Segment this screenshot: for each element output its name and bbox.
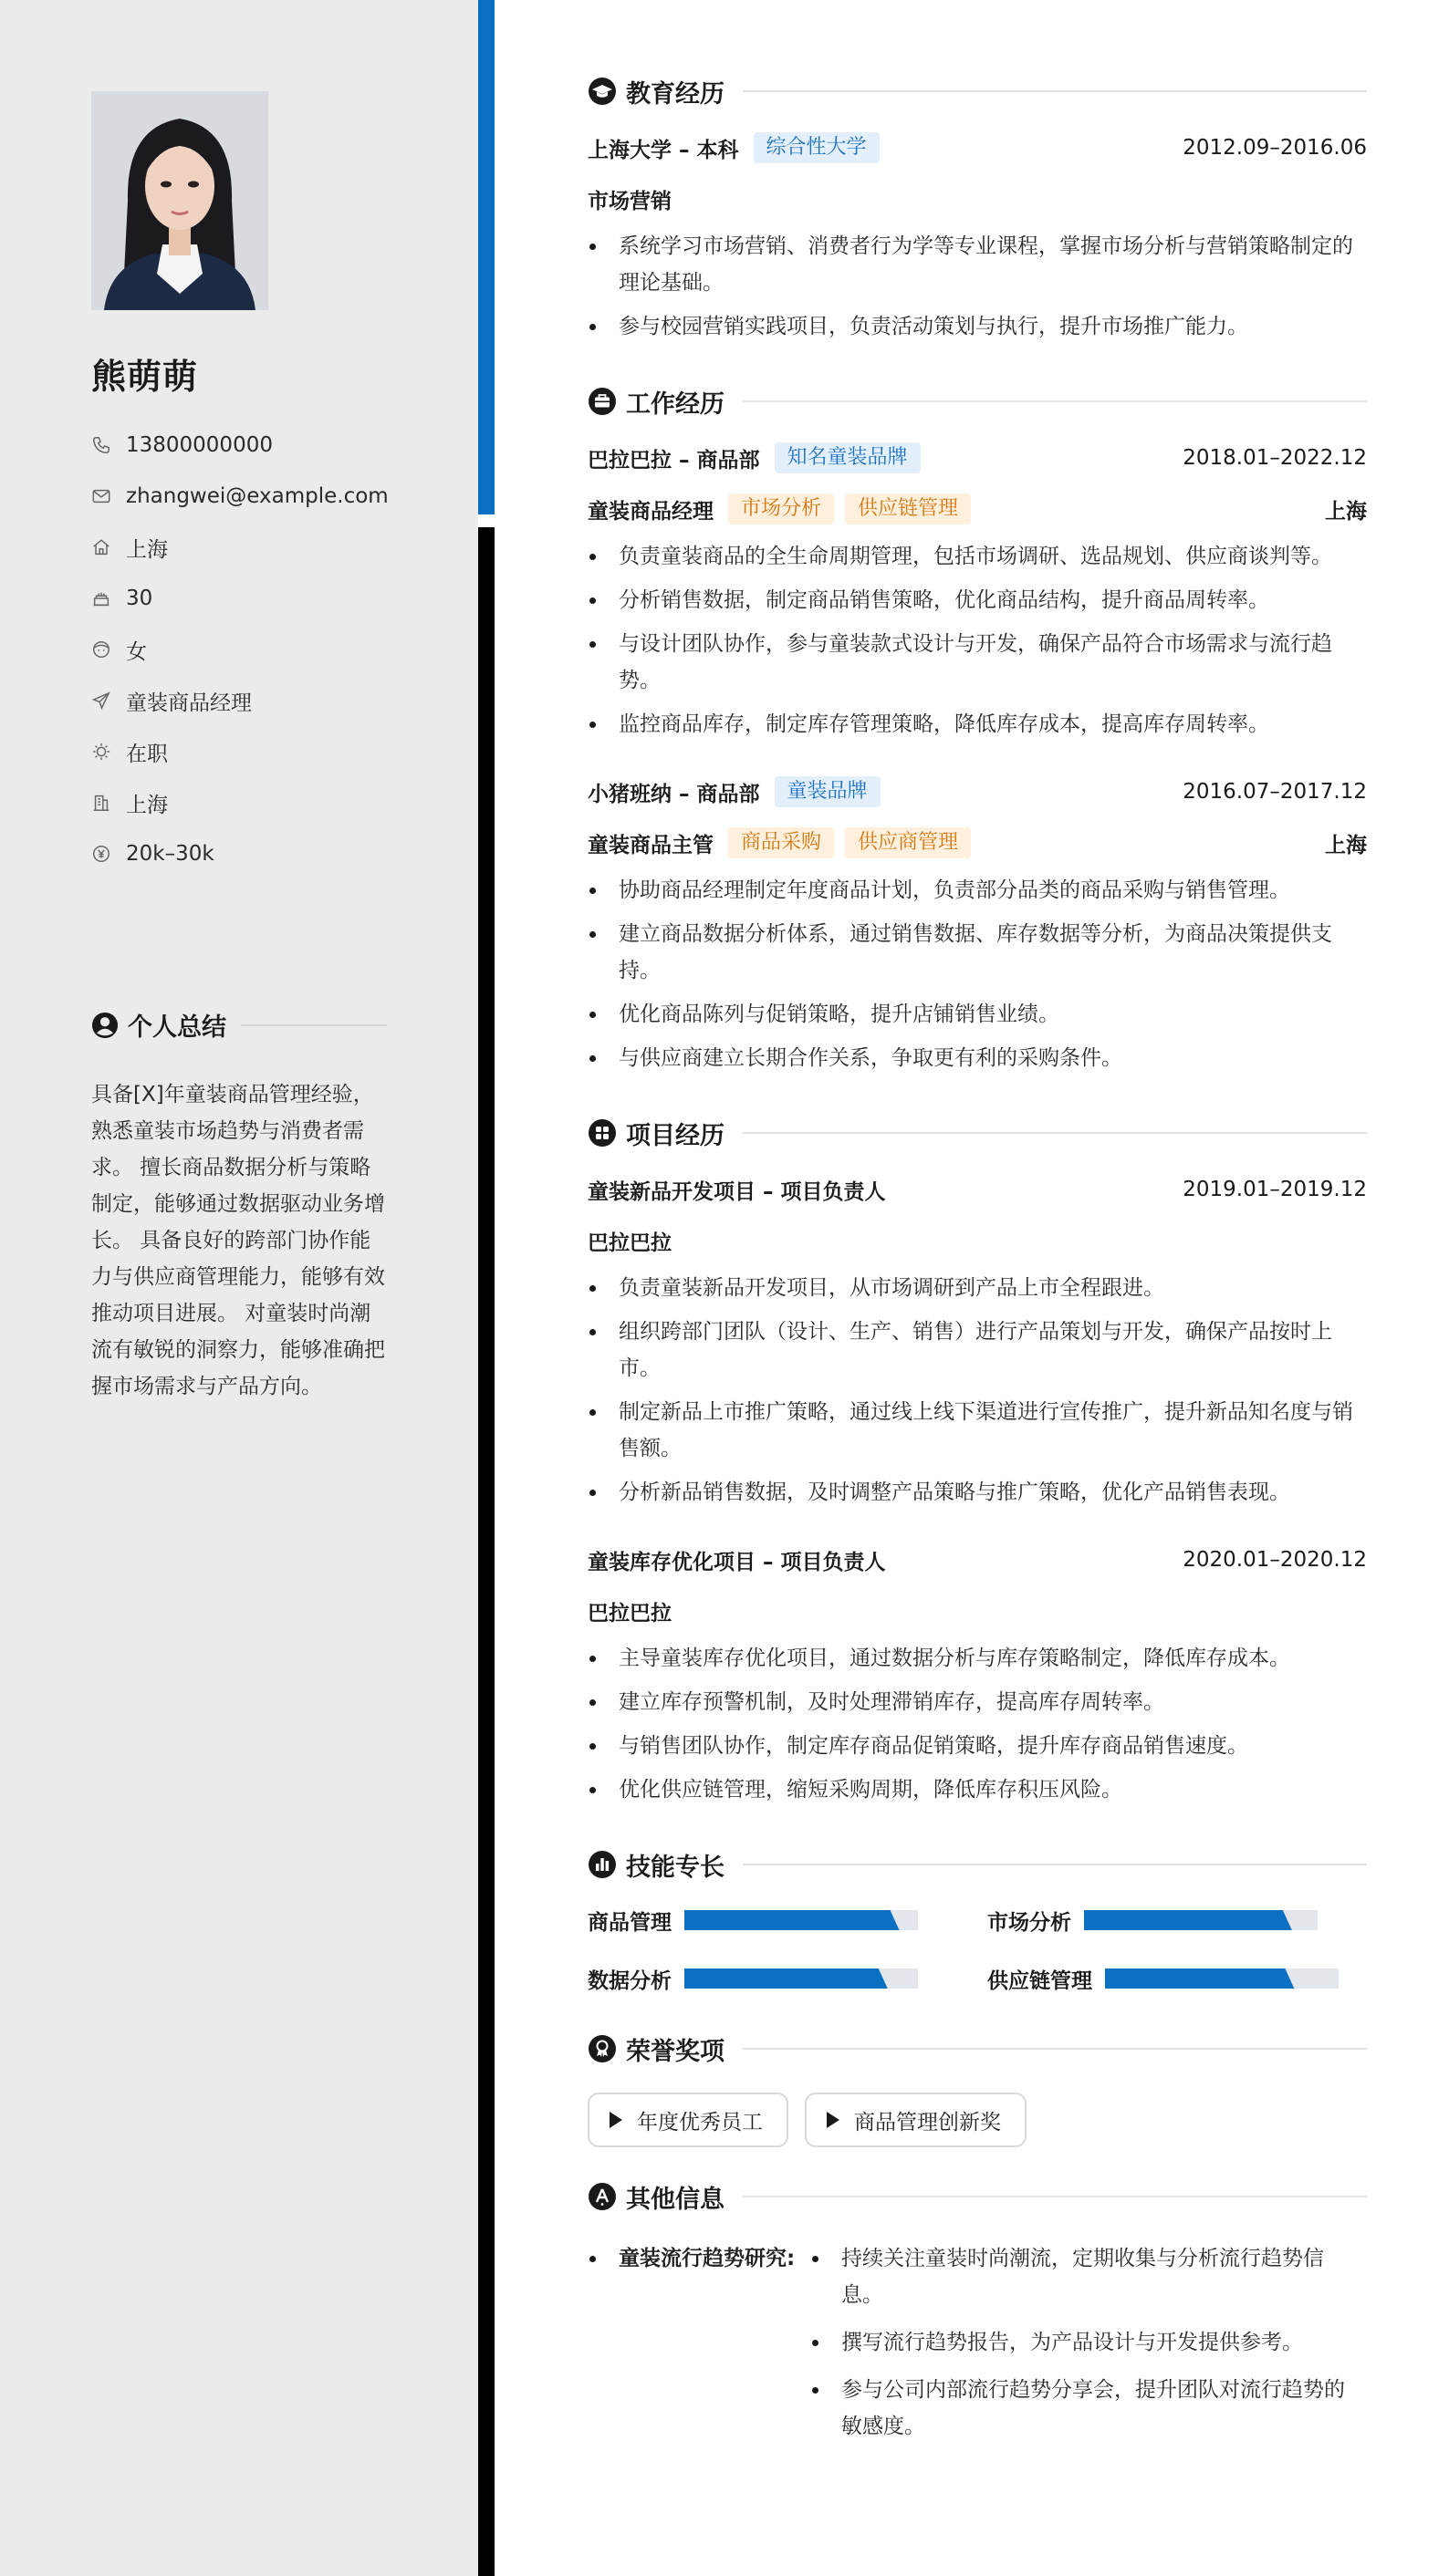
candidate-name: 熊萌萌 [91,357,199,397]
job-date: 2016.07–2017.12 [1183,780,1367,804]
job-entry [588,432,1367,743]
contact-salary: 20k–30k [91,828,389,879]
job-role: 童装商品经理 [588,499,714,524]
education-heading: 教育经历 [588,71,1367,111]
summary-heading: 个人总结 [91,1007,387,1043]
skill-item: 数据分析 [588,1958,987,2000]
accent-bar-black [478,527,495,2576]
education-row [588,122,1367,173]
list-item: 优化供应链管理，缩短采购周期，降低库存积压风险。 [588,1771,1367,1808]
job-bullets [588,538,1367,743]
skill-bar [684,1910,918,1930]
play-icon [827,2112,839,2128]
accent-bar-blue [478,0,495,514]
school-tag: 综合性大学 [754,132,880,163]
list-item: 撰写流行趋势报告，为产品设计与开发提供参考。 [810,2324,1361,2361]
other-bullets [810,2240,1361,2456]
list-item: 与设计团队协作，参与童装款式设计与开发，确保产品符合市场需求与流行趋势。 [588,626,1367,699]
heading-divider [743,2048,1367,2050]
awards-list [588,2093,1367,2147]
heading-divider [743,90,1367,92]
play-icon [610,2112,622,2128]
skill-tag: 商品采购 [728,827,834,858]
skill-bar-fill [1105,1968,1294,1989]
project-org: 巴拉巴拉 [588,1601,672,1626]
phone-icon [91,435,111,455]
skill-bar [684,1968,918,1989]
job-city: 上海 [1325,499,1367,524]
list-item: 负责童装新品开发项目，从市场调研到产品上市全程跟进。 [588,1270,1367,1306]
contact-city: 上海 [91,777,389,828]
skill-bar-fill [684,1968,888,1989]
heading-divider [241,1024,387,1026]
list-item: 协助商品经理制定年度商品计划，负责部分品类的商品采购与销售管理。 [588,872,1367,909]
project-bullets [588,1640,1367,1808]
info-icon [588,2182,617,2211]
company-tag: 知名童装品牌 [775,442,921,473]
other-info [588,2240,1367,2456]
skill-bar-fill [684,1910,900,1930]
heading-divider [743,1864,1367,1865]
list-item: 负责童装商品的全生命周期管理，包括市场调研、选品规划、供应商谈判等。 [588,538,1367,575]
cake-icon [91,588,111,608]
company-name: 巴拉巴拉 – 商品部 [588,448,760,473]
other-heading: 其他信息 [588,2176,1367,2217]
skill-tag: 市场分析 [728,493,834,525]
job-bullets [588,872,1367,1076]
contact-gender: 女 [91,624,389,675]
home-icon [91,537,111,557]
grid-icon [588,1118,617,1148]
mail-icon [91,486,111,506]
job-entry [588,766,1367,1076]
project-entry [588,1534,1367,1808]
skill-item: 商品管理 [588,1899,987,1941]
building-icon [91,793,111,813]
skill-item: 市场分析 [987,1899,1367,1941]
list-item: 持续关注童装时尚潮流，定期收集与分析流行趋势信息。 [810,2240,1361,2313]
list-item: 监控商品库存，制定库存管理策略，降低库存成本，提高库存周转率。 [588,706,1367,743]
list-item: 优化商品陈列与促销策略，提升店铺销售业绩。 [588,996,1367,1033]
company-name: 小猪班纳 – 商品部 [588,782,760,806]
skill-tag: 供应商管理 [845,827,971,858]
bar-chart-icon [588,1850,617,1879]
projects-heading: 项目经历 [588,1113,1367,1153]
heading-divider [743,400,1367,402]
list-item: 与供应商建立长期合作关系，争取更有利的采购条件。 [588,1040,1367,1076]
list-item: 建立库存预警机制，及时处理滞销库存，提高库存周转率。 [588,1684,1367,1720]
status-icon [91,742,111,762]
school-name: 上海大学 – 本科 [588,138,739,162]
list-item: 参与公司内部流行趋势分享会，提升团队对流行趋势的敏感度。 [810,2372,1361,2445]
award-item: 商品管理创新奖 [805,2093,1027,2147]
contact-position: 童装商品经理 [91,675,389,726]
company-tag: 童装品牌 [775,776,881,807]
accent-gap [478,514,495,527]
graduation-cap-icon [588,77,617,106]
honors-heading: 荣誉奖项 [588,2029,1367,2069]
contact-location: 上海 [91,522,389,573]
project-entry [588,1164,1367,1511]
project-name: 童装新品开发项目 – 项目负责人 [588,1179,886,1204]
list-item: 建立商品数据分析体系，通过销售数据、库存数据等分析，为商品决策提供支持。 [588,916,1367,989]
skill-item: 供应链管理 [987,1958,1367,2000]
contact-phone: 13800000000 [91,420,389,471]
award-item: 年度优秀员工 [588,2093,788,2147]
send-icon [91,691,111,711]
list-item: 制定新品上市推广策略，通过线上线下渠道进行宣传推广，提升新品知名度与销售额。 [588,1394,1367,1467]
heading-divider [743,2196,1367,2197]
list-item: 与销售团队协作，制定库存商品促销策略，提升库存商品销售速度。 [588,1728,1367,1764]
avatar [91,91,268,310]
project-date: 2019.01–2019.12 [1183,1178,1367,1201]
face-icon [91,639,111,660]
list-item: 分析销售数据，制定商品销售策略，优化商品结构，提升商品周转率。 [588,582,1367,618]
major-name: 市场营销 [588,189,672,213]
list-item: 主导童装库存优化项目，通过数据分析与库存策略制定，降低库存成本。 [588,1640,1367,1677]
job-role: 童装商品主管 [588,833,714,857]
skill-bar [1084,1910,1318,1930]
skills-grid [588,1899,1367,2000]
job-date: 2018.01–2022.12 [1183,446,1367,470]
education-date: 2012.09–2016.06 [1183,136,1367,160]
project-date: 2020.01–2020.12 [1183,1548,1367,1572]
list-item: 分析新品销售数据，及时调整产品策略与推广策略，优化产品销售表现。 [588,1474,1367,1511]
contact-list [91,420,389,879]
contact-email: zhangwei@example.com [91,471,389,522]
major-row [588,173,1367,224]
list-item: 组织跨部门团队（设计、生产、销售）进行产品策划与开发，确保产品按时上市。 [588,1314,1367,1387]
contact-age: 30 [91,573,389,624]
skill-bar-fill [1084,1910,1292,1930]
skills-heading: 技能专长 [588,1844,1367,1885]
project-name: 童装库存优化项目 – 项目负责人 [588,1550,886,1574]
list-item: 参与校园营销实践项目，负责活动策划与执行，提升市场推广能力。 [588,308,1367,345]
summary-text: 具备[X]年童装商品管理经验，熟悉童装市场趋势与消费者需求。 擅长商品数据分析与策略制定，能够通过数据驱动业务增长。 具备良好的跨部门协作能力与供应商管理能力，能够有效推动项目进展。 对童装时尚潮流有敏锐的洞察力，能够准确把握市场需求与产品方向。 [91,1083,385,1398]
award-icon [588,2034,617,2063]
job-city: 上海 [1325,833,1367,857]
project-org: 巴拉巴拉 [588,1231,672,1255]
contact-status: 在职 [91,726,389,777]
user-circle-icon [91,1012,119,1039]
project-bullets [588,1270,1367,1511]
skill-tag: 供应链管理 [845,493,971,525]
heading-divider [743,1132,1367,1134]
other-label: 童装流行趋势研究: [588,2240,810,2456]
briefcase-icon [588,387,617,416]
main-content [588,71,1367,2456]
list-item: 系统学习市场营销、消费者行为学等专业课程，掌握市场分析与营销策略制定的理论基础。 [588,228,1367,301]
portrait-photo [91,91,268,310]
salary-icon [91,844,111,864]
work-heading: 工作经历 [588,381,1367,421]
skill-bar [1105,1968,1339,1989]
education-bullets [588,228,1367,345]
